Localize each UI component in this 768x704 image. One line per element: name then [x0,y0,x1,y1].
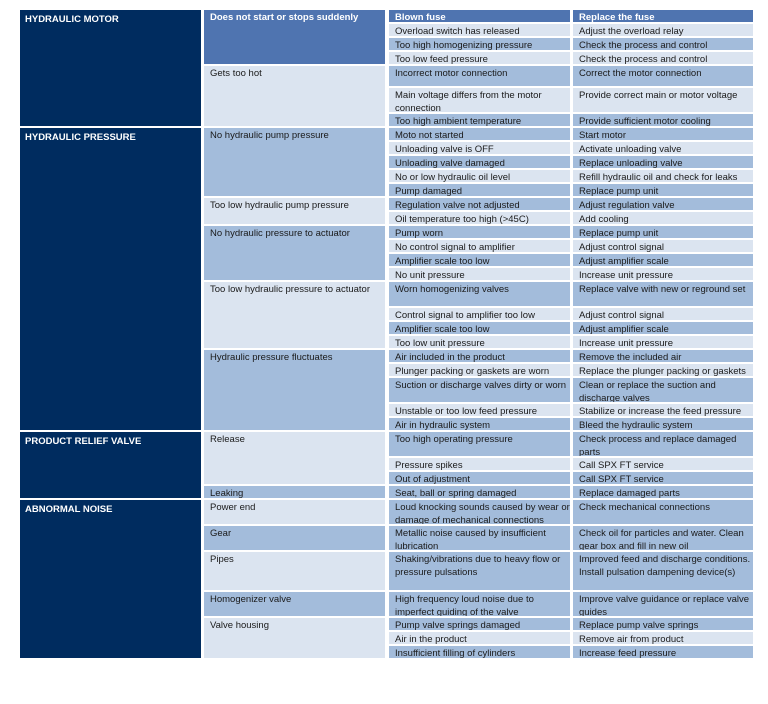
problem-cell: Gear [204,526,385,550]
problem-cell: Too low hydraulic pressure to actuator [204,282,385,348]
action-cell: Adjust amplifier scale [573,322,753,334]
problem-cell: Release [204,432,385,484]
action-cell: Check process and replace damaged parts [573,432,753,456]
cause-cell: Regulation valve not adjusted [389,198,570,210]
action-cell: Increase unit pressure [573,268,753,280]
cause-cell: No unit pressure [389,268,570,280]
action-cell: Call SPX FT service [573,472,753,484]
action-cell: Replace pump unit [573,184,753,196]
problem-cell: Homogenizer valve [204,592,385,616]
action-cell: Provide correct main or motor voltage [573,88,753,112]
cause-cell: Unloading valve damaged [389,156,570,168]
action-cell: Replace pump valve springs [573,618,753,630]
action-cell: Replace damaged parts [573,486,753,498]
problem-cell: Gets too hot [204,66,385,126]
section-title: PRODUCT RELIEF VALVE [20,432,201,498]
action-cell: Replace unloading valve [573,156,753,168]
cause-cell: Incorrect motor connection [389,66,570,86]
section-title: HYDRAULIC PRESSURE [20,128,201,430]
cause-cell: Moto not started [389,128,570,140]
cause-cell: Plunger packing or gaskets are worn [389,364,570,376]
action-cell: Replace the fuse [573,10,753,22]
action-cell: Replace pump unit [573,226,753,238]
cause-cell: Too high ambient temperature [389,114,570,126]
cause-cell: Insufficient filling of cylinders [389,646,570,658]
cause-cell: Amplifier scale too low [389,322,570,334]
cause-cell: Pump worn [389,226,570,238]
cause-cell: Unstable or too low feed pressure [389,404,570,416]
action-cell: Improved feed and discharge conditions. Install pulsation dampening device(s) [573,552,753,590]
action-cell: Increase unit pressure [573,336,753,348]
problem-cell: No hydraulic pump pressure [204,128,385,196]
action-cell: Adjust control signal [573,308,753,320]
action-cell: Start motor [573,128,753,140]
section-title: HYDRAULIC MOTOR [20,10,201,126]
cause-cell: Air included in the product [389,350,570,362]
cause-cell: Worn homogenizing valves [389,282,570,306]
action-cell: Adjust regulation valve [573,198,753,210]
action-cell: Adjust the overload relay [573,24,753,36]
action-cell: Remove the included air [573,350,753,362]
action-cell: Check oil for particles and water. Clean gear box and fill in new oil [573,526,753,550]
action-cell: Provide sufficient motor cooling [573,114,753,126]
problem-cell: No hydraulic pressure to actuator [204,226,385,280]
problem-cell: Pipes [204,552,385,590]
action-cell: Improve valve guidance or replace valve guides [573,592,753,616]
action-cell: Remove air from product [573,632,753,644]
cause-cell: High frequency loud noise due to imperfect guiding of the valve [389,592,570,616]
cause-cell: Metallic noise caused by insufficient lubrication [389,526,570,550]
cause-cell: Too low unit pressure [389,336,570,348]
action-cell: Replace the plunger packing or gaskets [573,364,753,376]
cause-cell: Blown fuse [389,10,570,22]
cause-cell: Pump damaged [389,184,570,196]
action-cell: Increase feed pressure [573,646,753,658]
cause-cell: Overload switch has released [389,24,570,36]
cause-cell: Control signal to amplifier too low [389,308,570,320]
cause-cell: Out of adjustment [389,472,570,484]
cause-cell: Too high operating pressure [389,432,570,456]
action-cell: Adjust amplifier scale [573,254,753,266]
problem-cell: Leaking [204,486,385,498]
problem-cell: Power end [204,500,385,524]
action-cell: Activate unloading valve [573,142,753,154]
action-cell: Adjust control signal [573,240,753,252]
action-cell: Check mechanical connections [573,500,753,524]
cause-cell: Air in hydraulic system [389,418,570,430]
action-cell: Bleed the hydraulic system [573,418,753,430]
action-cell: Add cooling [573,212,753,224]
action-cell: Replace valve with new or reground set [573,282,753,306]
problem-cell: Valve housing [204,618,385,658]
cause-cell: No or low hydraulic oil level [389,170,570,182]
cause-cell: Loud knocking sounds caused by wear or damage of mechanical connections [389,500,570,524]
action-cell: Check the process and control [573,38,753,50]
cause-cell: Suction or discharge valves dirty or worn [389,378,570,402]
problem-cell: Too low hydraulic pump pressure [204,198,385,224]
cause-cell: Oil temperature too high (>45C) [389,212,570,224]
action-cell: Call SPX FT service [573,458,753,470]
cause-cell: Pump valve springs damaged [389,618,570,630]
cause-cell: Amplifier scale too low [389,254,570,266]
action-cell: Stabilize or increase the feed pressure [573,404,753,416]
cause-cell: Main voltage differs from the motor connection [389,88,570,112]
problem-cell: Does not start or stops suddenly [204,10,385,64]
cause-cell: Too high homogenizing pressure [389,38,570,50]
action-cell: Clean or replace the suction and discharge valves [573,378,753,402]
cause-cell: Seat, ball or spring damaged [389,486,570,498]
action-cell: Correct the motor connection [573,66,753,86]
problem-cell: Hydraulic pressure fluctuates [204,350,385,430]
cause-cell: Shaking/vibrations due to heavy flow or pressure pulsations [389,552,570,590]
cause-cell: No control signal to amplifier [389,240,570,252]
section-title: ABNORMAL NOISE [20,500,201,658]
cause-cell: Air in the product [389,632,570,644]
cause-cell: Too low feed pressure [389,52,570,64]
action-cell: Check the process and control [573,52,753,64]
action-cell: Refill hydraulic oil and check for leaks [573,170,753,182]
cause-cell: Pressure spikes [389,458,570,470]
cause-cell: Unloading valve is OFF [389,142,570,154]
